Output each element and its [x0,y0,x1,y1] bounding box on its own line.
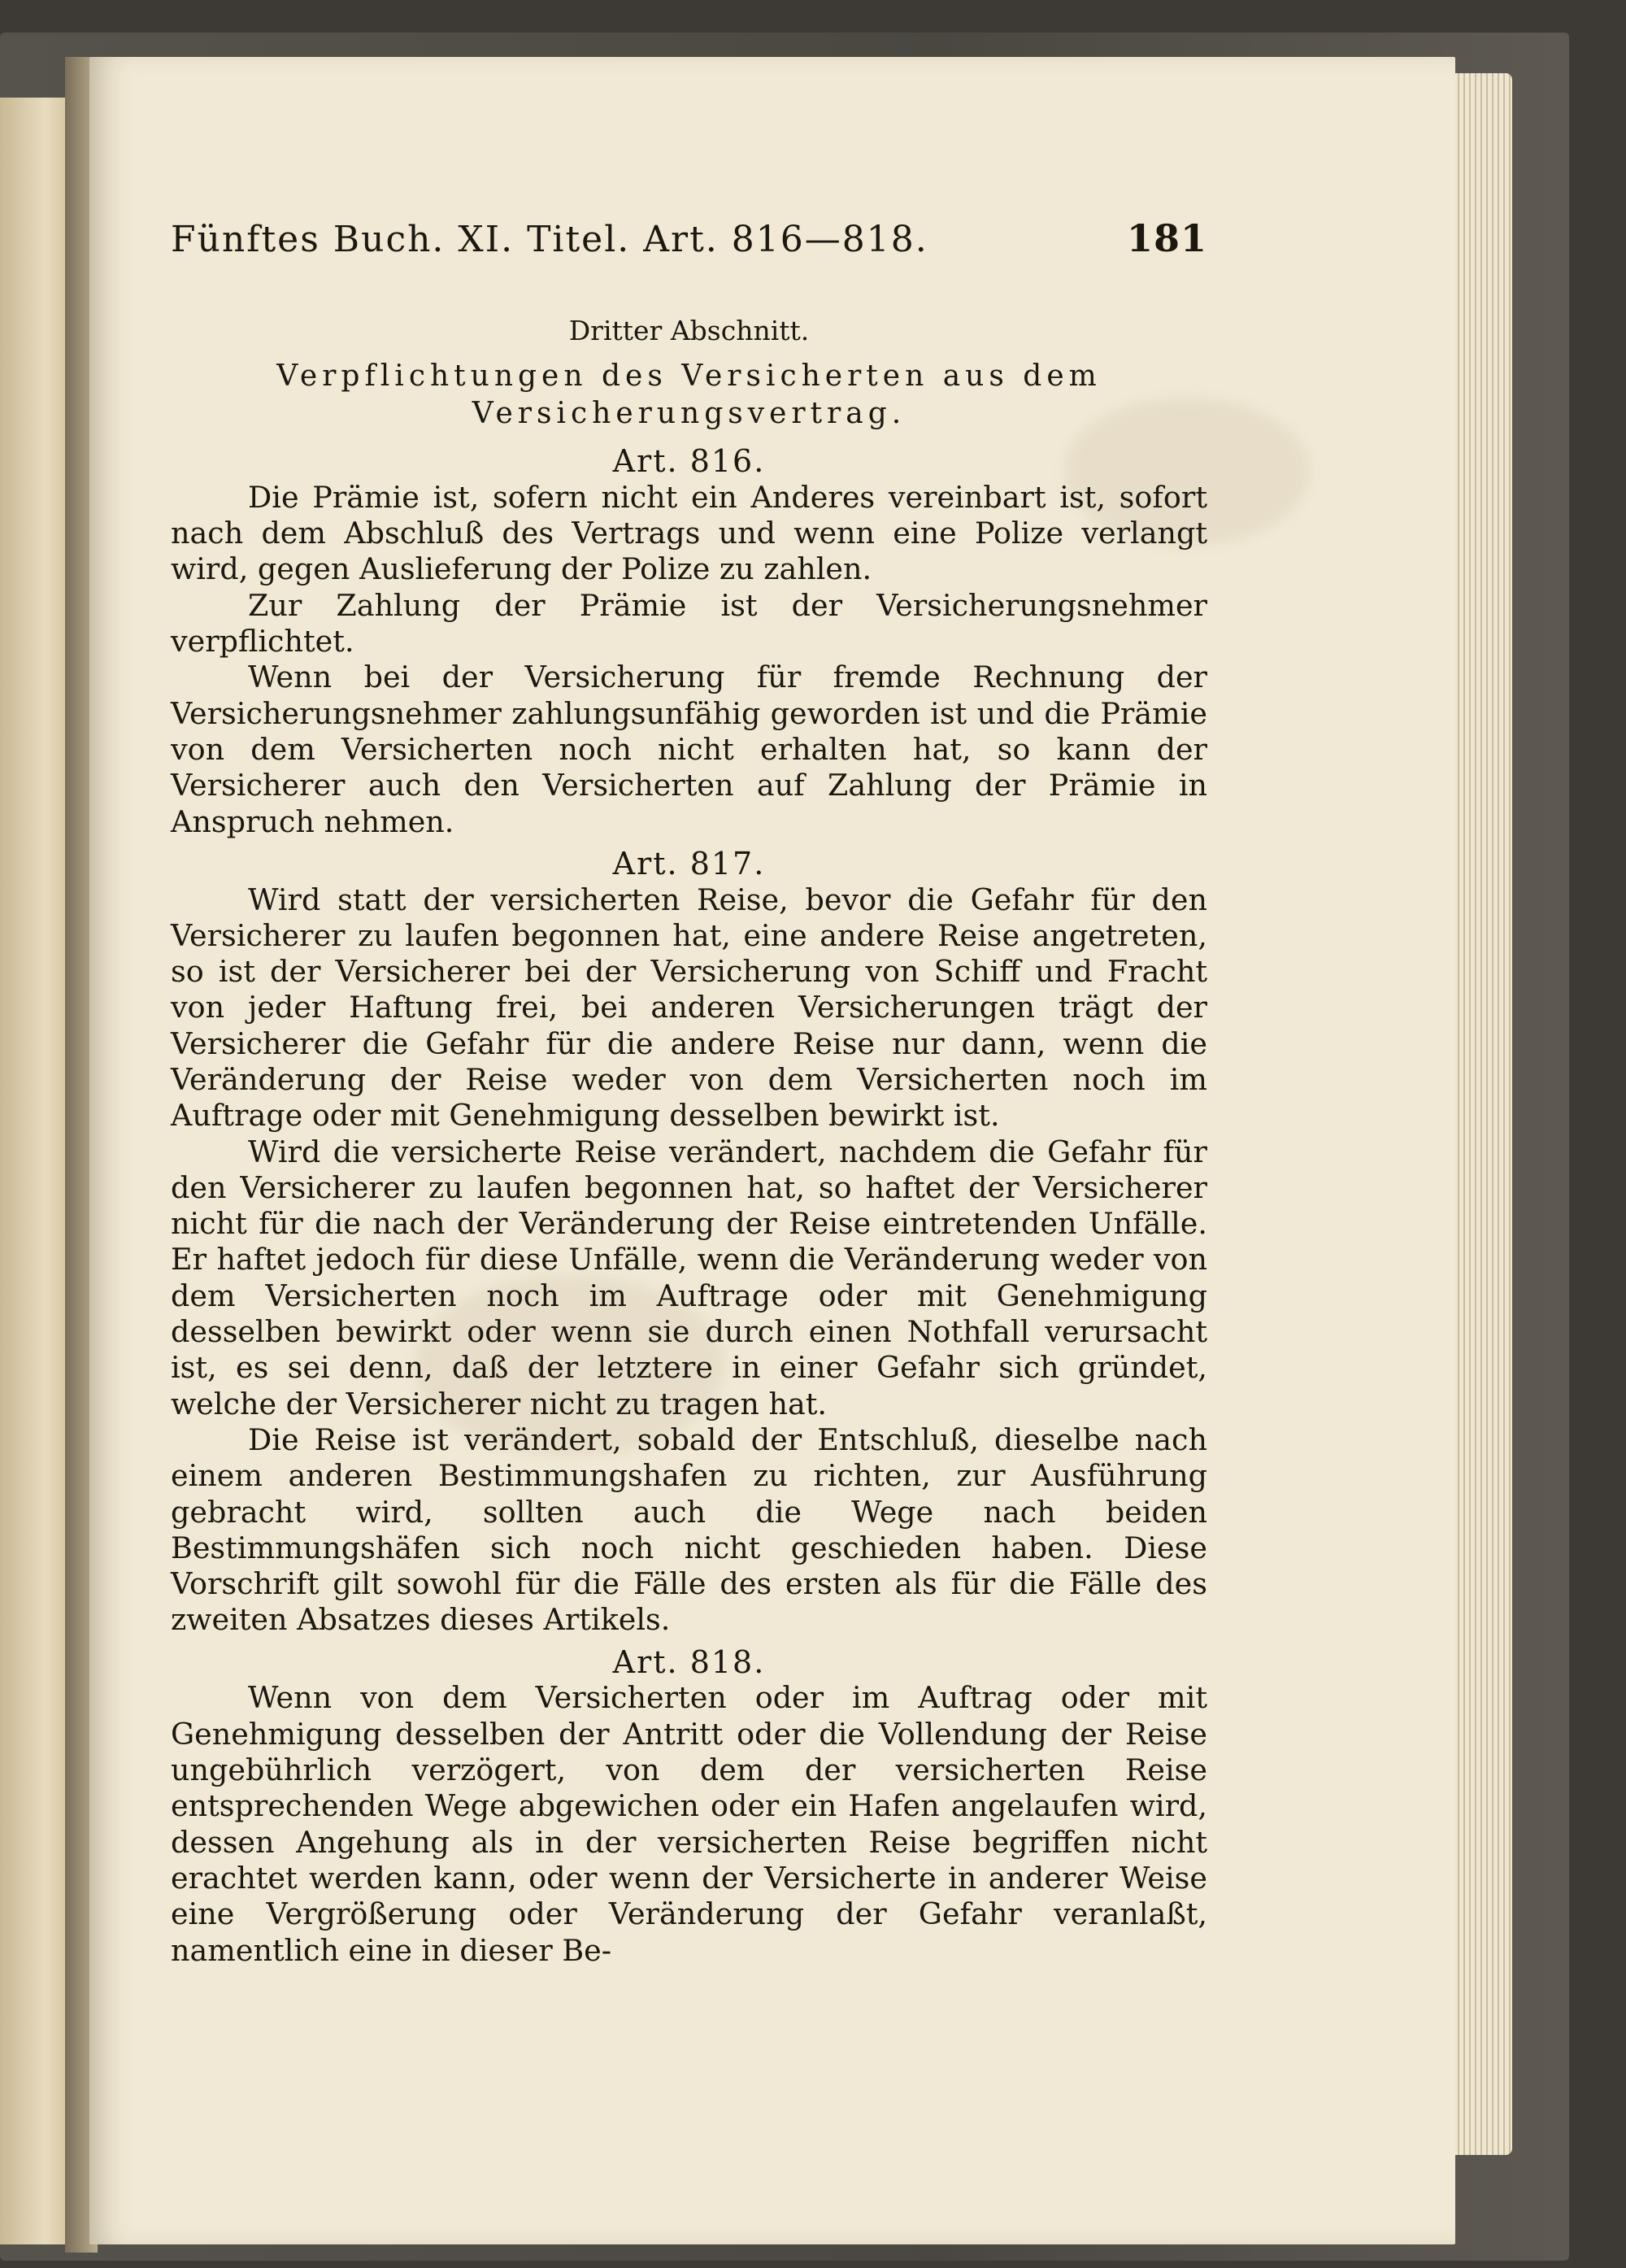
article-paragraph: Zur Zahlung der Prämie ist der Versicherungsnehmer verpflichtet. [171,587,1207,660]
book-page [89,57,1455,2244]
article-paragraph: Die Prämie ist, sofern nicht ein Anderes vereinbart ist, sofort nach dem Abschluß des Vertrags und wenn eine Polize verlangt wird, gegen Auslieferung der Polize zu zahlen. [171,479,1207,587]
article-816 [171,444,1207,840]
article-paragraph: Wird statt der versicherten Reise, bevor die Gefahr für den Versicherer zu laufen begonnen hat, eine andere Reise angetreten, so ist der Versicherer bei der Versicherung von Schiff und Fracht von jeder Haftung frei, bei anderen Versicherungen trägt der Versicherer die Gefahr für die andere Reise nur dann, wenn die Veränderung der Reise weder von dem Versicherten noch im Auftrage oder mit Genehmigung desselben bewirkt ist. [171,882,1207,1134]
article-paragraph: Die Reise ist verändert, sobald der Entschluß, dieselbe nach einem anderen Bestimmungshafen zu richten, zur Ausführung gebracht wird, sollten auch die Wege nach beiden Bestimmungshäfen sich noch nicht geschieden haben. Diese Vorschrift gilt sowohl für die Fälle des ersten als für die Fälle des zweiten Absatzes dieses Artikels. [171,1421,1207,1638]
page-number: 181 [1126,216,1207,260]
running-head [171,216,1207,260]
article-818 [171,1645,1207,1969]
running-head-title: Fünftes Buch. XI. Titel. Art. 816—818. [171,219,928,260]
article-paragraph: Wenn bei der Versicherung für fremde Rechnung der Versicherungsnehmer zahlungsunfähig geworden ist und die Prämie von dem Versicherten noch nicht erhalten hat, so kann der Versicherer auch den Versicherten auf Zahlung der Prämie in Anspruch nehmen. [171,660,1207,839]
article-heading: Art. 816. [612,443,766,480]
previous-page-edge [0,98,67,2244]
section-title: Verpflichtungen des Versicherten aus dem Versicherungsvertrag. [276,359,1102,431]
article-heading: Art. 818. [612,1643,766,1680]
article-paragraph: Wenn von dem Versicherten oder im Auftrag oder mit Genehmigung desselben der Antritt oder die Vollendung der Reise ungebührlich verzögert, von dem der versicherten Reise entsprechenden Wege abgewichen oder ein Hafen angelaufen wird, dessen Angehung als in der versicherten Reise begriffen nicht erachtet werden kann, oder wenn der Versicherte in anderer Weise eine Vergrößerung oder Veränderung der Gefahr veranlaßt, namentlich eine in dieser Be- [171,1680,1207,1968]
section-label: Dritter Abschnitt. [568,315,810,346]
article-paragraph: Wird die versicherte Reise verändert, nachdem die Gefahr für den Versicherer zu laufen begonnen hat, so haftet der Versicherer nicht für die nach der Veränderung der Reise eintretenden Unfälle. Er haftet jedoch für diese Unfälle, wenn die Veränderung weder von dem Versicherten noch im Auftrage oder mit Genehmigung desselben bewirkt oder wenn sie durch einen Nothfall verursacht ist, es sei denn, daß der letztere in einer Gefahr sich gründet, welche der Versicherer nicht zu tragen hat. [171,1134,1207,1421]
article-heading: Art. 817. [612,845,766,882]
article-817 [171,847,1207,1639]
page-text-block [171,216,1207,1969]
